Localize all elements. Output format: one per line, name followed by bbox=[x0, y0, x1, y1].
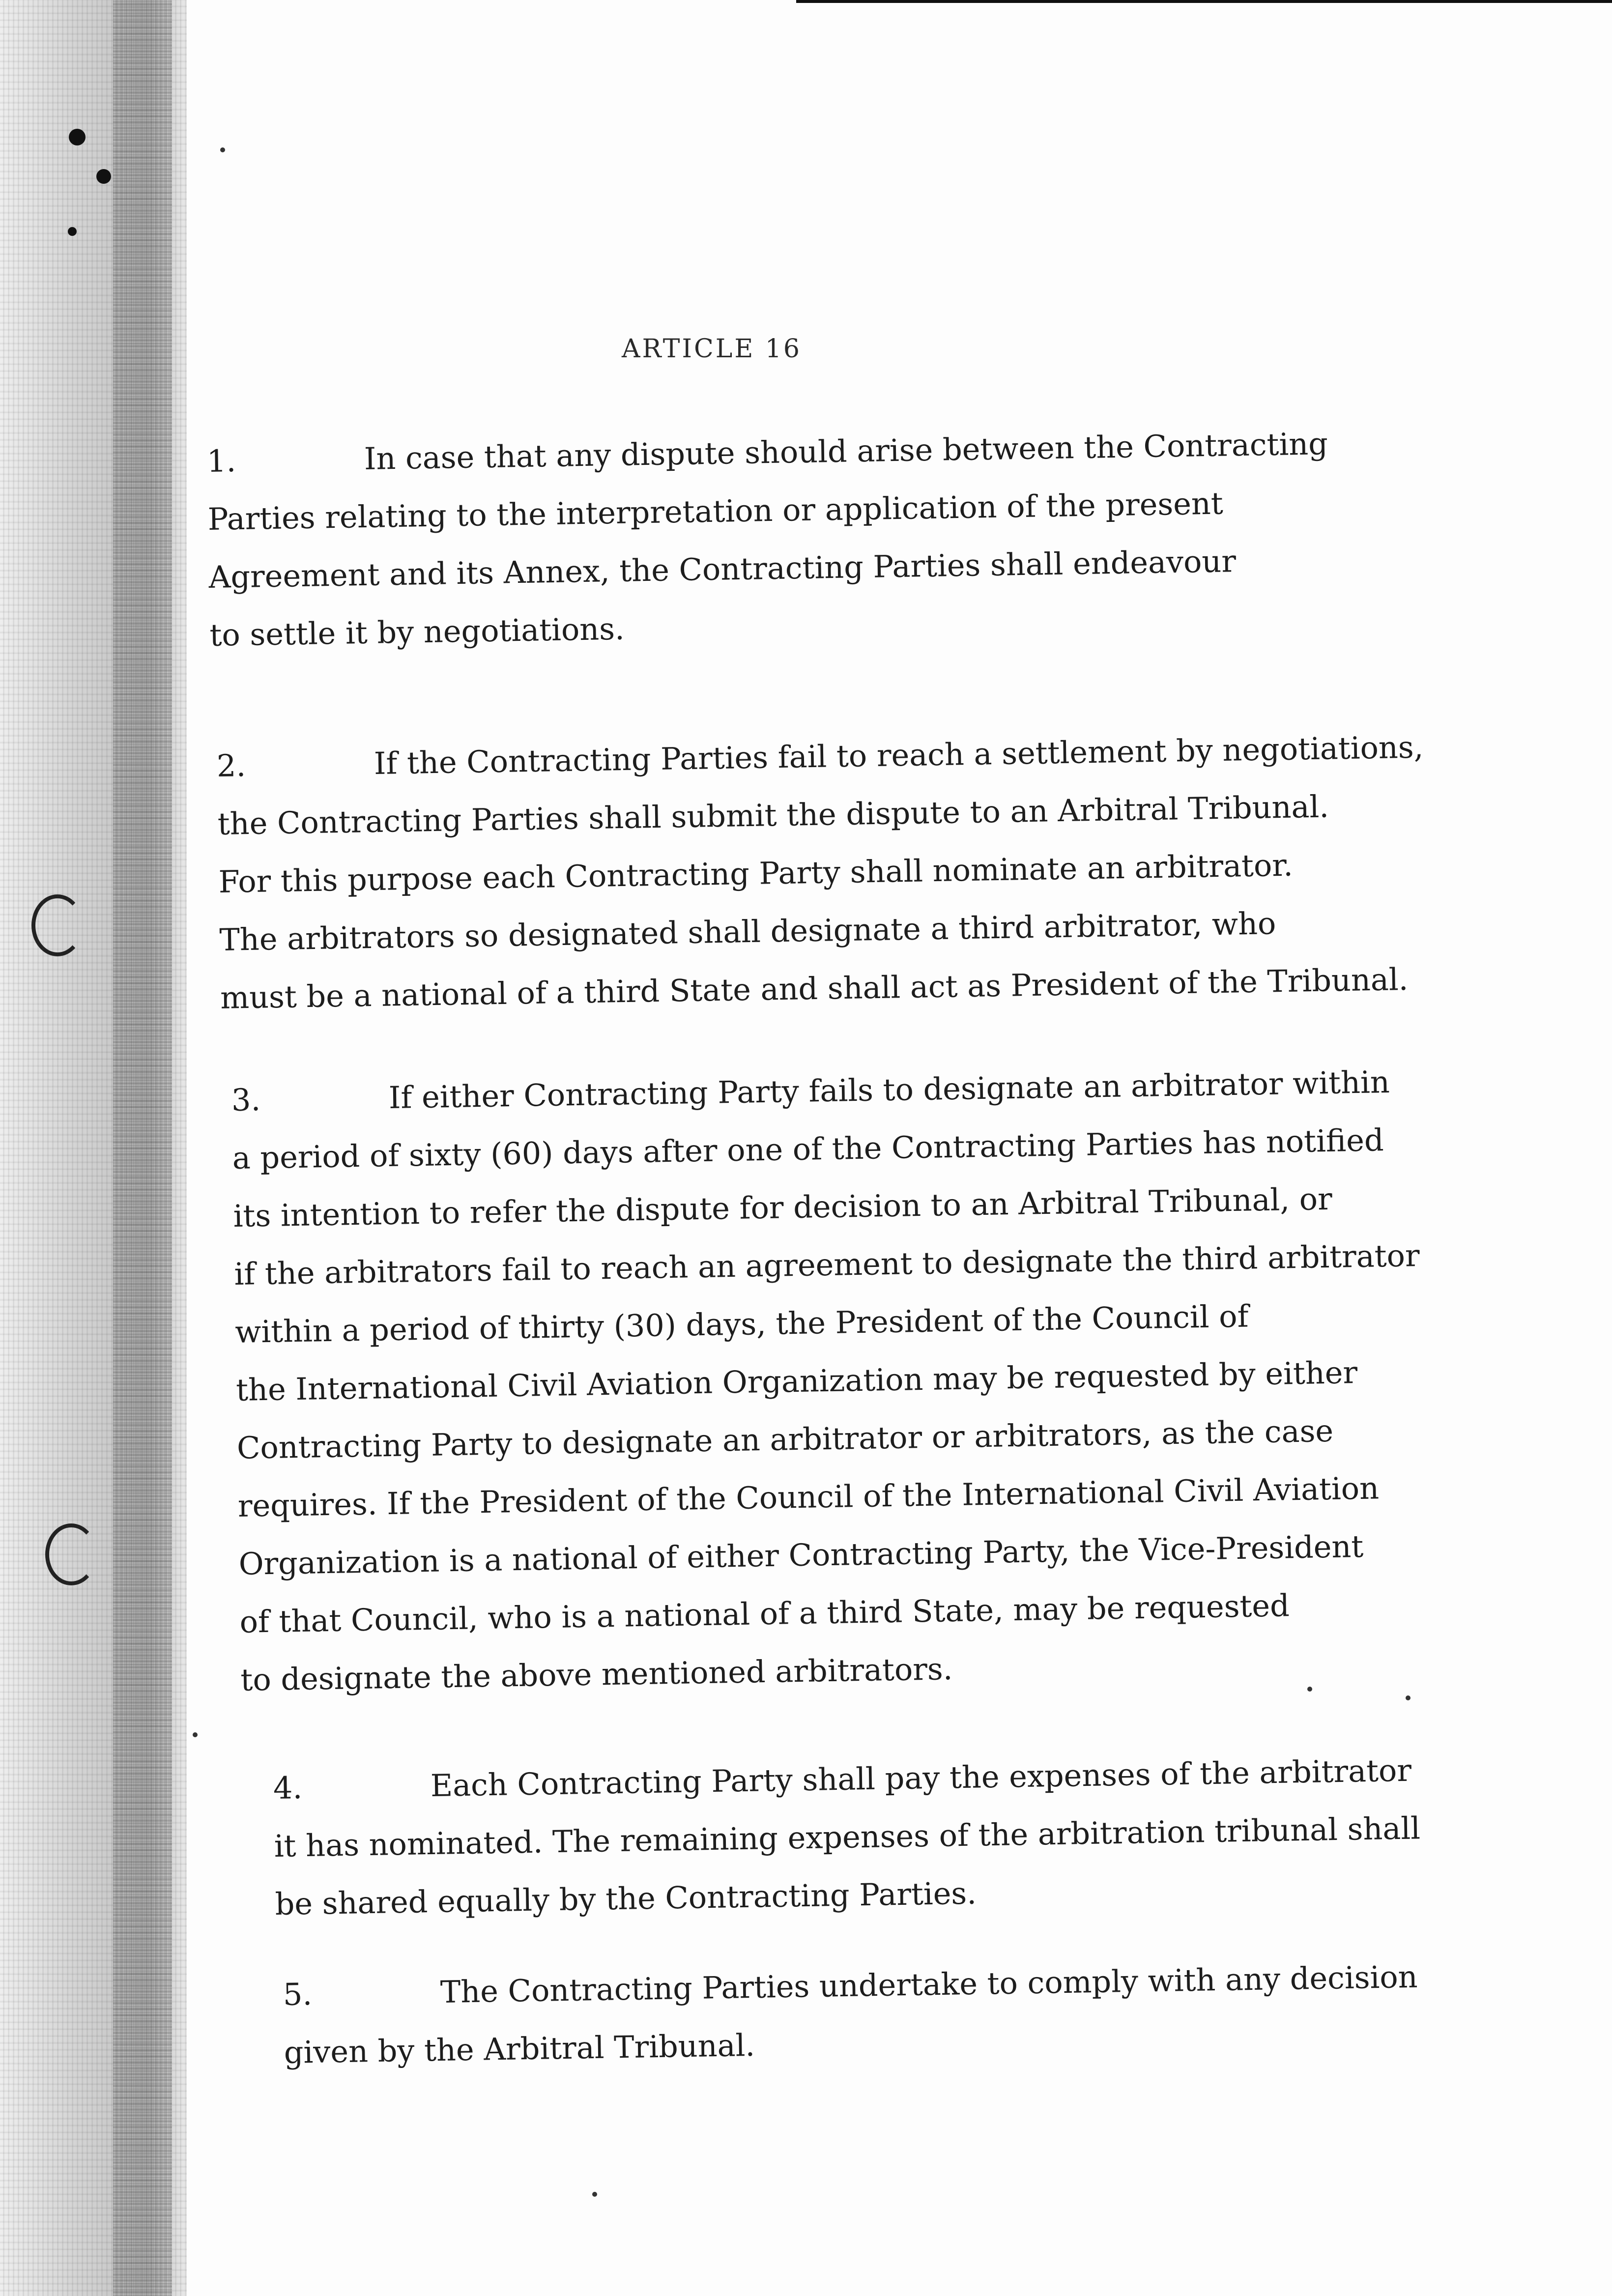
punch-hole-dot bbox=[96, 169, 111, 184]
scan-band-noise bbox=[113, 0, 172, 2296]
paragraph-line: be shared equally by the Contracting Parties. bbox=[275, 1875, 977, 1922]
paragraph-line: Parties relating to the interpretation or application of the present bbox=[207, 485, 1224, 537]
article-heading: ARTICLE 16 bbox=[622, 334, 802, 364]
paragraph-2 bbox=[216, 716, 1607, 1027]
paragraph-line: the Contracting Parties shall submit the dispute to an Arbitral Tribunal. bbox=[217, 788, 1329, 842]
paragraph-line: The arbitrators so designated shall designate a third arbitrator, who bbox=[219, 905, 1276, 958]
paragraph-line: Agreement and its Annex, the Contracting Parties shall endeavour bbox=[208, 543, 1237, 595]
scan-speck bbox=[1406, 1695, 1410, 1700]
paragraph-line: given by the Arbitral Tribunal. bbox=[284, 2027, 755, 2070]
paragraph-text: In case that any dispute should arise between the Contracting bbox=[364, 426, 1328, 477]
paragraph-number: 1. bbox=[206, 443, 236, 479]
punch-hole-ring bbox=[45, 1523, 97, 1585]
paragraph-5 bbox=[283, 1944, 1612, 2082]
paragraph-line: For this purpose each Contracting Party shall nominate an arbitrator. bbox=[218, 847, 1294, 900]
paragraph-number: 5. bbox=[283, 1976, 313, 2012]
paragraph-line: its intention to refer the dispute for decision to an Arbitral Tribunal, or bbox=[233, 1180, 1333, 1234]
paragraph-number: 4. bbox=[273, 1770, 303, 1806]
paragraph-line: of that Council, who is a national of a third State, may be requested bbox=[239, 1587, 1290, 1640]
paragraph-line: a period of sixty (60) days after one of the Contracting Parties has notified bbox=[232, 1122, 1384, 1176]
paragraph-line: within a period of thirty (30) days, the President of the Council of bbox=[234, 1298, 1249, 1350]
paragraph-1 bbox=[206, 411, 1596, 664]
paragraph-text: The Contracting Parties undertake to comply with any decision bbox=[440, 1958, 1418, 2010]
paragraph-text: If either Contracting Party fails to designate an arbitrator within bbox=[388, 1063, 1390, 1116]
punch-hole-dot bbox=[69, 129, 86, 145]
paragraph-line: the International Civil Aviation Organization may be requested by either bbox=[235, 1354, 1358, 1408]
paragraph-line: if the arbitrators fail to reach an agreement to designate the third arbitrator bbox=[233, 1237, 1420, 1292]
paragraph-line: to designate the above mentioned arbitrators. bbox=[240, 1651, 953, 1698]
paragraph-number: 3. bbox=[231, 1082, 261, 1118]
paragraph-text: If the Contracting Parties fail to reach a settlement by negotiations, bbox=[374, 729, 1424, 781]
scan-speck bbox=[193, 1732, 198, 1737]
paragraph-line: Organization is a national of either Contracting Party, the Vice-President bbox=[238, 1528, 1364, 1582]
paragraph-text: Each Contracting Party shall pay the expenses of the arbitrator bbox=[430, 1752, 1412, 1804]
paragraph-line: it has nominated. The remaining expenses of the arbitration tribunal shall bbox=[274, 1810, 1421, 1864]
punch-hole-dot bbox=[68, 227, 77, 236]
top-rule bbox=[796, 0, 1612, 3]
paragraph-line: requires. If the President of the Council of the International Civil Aviation bbox=[237, 1470, 1380, 1524]
paragraph-line: to settle it by negotiations. bbox=[209, 610, 625, 653]
paragraph-line: Contracting Party to designate an arbitrator or arbitrators, as the case bbox=[236, 1412, 1334, 1466]
scan-speck bbox=[220, 147, 225, 152]
paragraph-line: must be a national of a third State and shall act as President of the Tribunal. bbox=[220, 961, 1409, 1016]
scan-speck bbox=[592, 2192, 597, 2197]
paragraph-3 bbox=[231, 1050, 1612, 1709]
paragraph-4 bbox=[273, 1738, 1612, 1933]
paragraph-number: 2. bbox=[216, 747, 246, 784]
punch-hole-ring bbox=[31, 894, 84, 956]
